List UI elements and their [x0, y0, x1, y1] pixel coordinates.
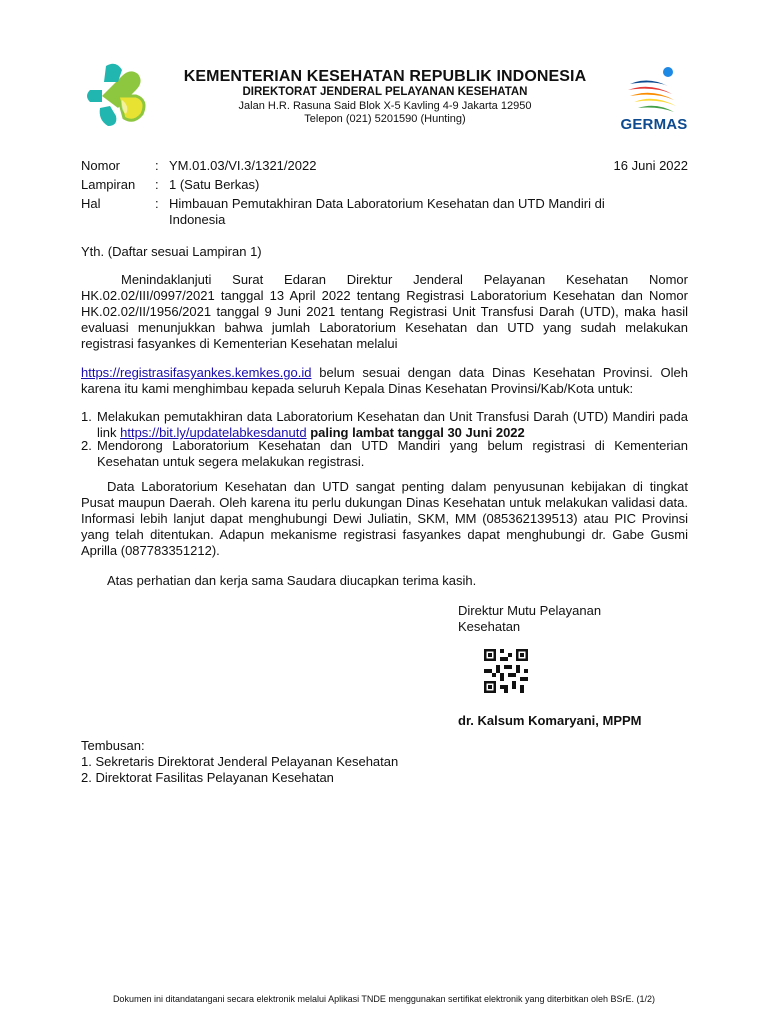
list-item-1-text: Melakukan pemutakhiran data Laboratorium Kesehatan dan Unit Transfusi Darah (UTD) Mandiri pada link	[97, 409, 688, 440]
nomor-value: YM.01.03/VI.3/1321/2022	[169, 158, 317, 173]
closing-text: Atas perhatian dan kerja sama Saudara diucapkan terima kasih.	[107, 573, 477, 588]
tembusan-item: 1. Sekretaris Direktorat Jenderal Pelayanan Kesehatan	[81, 754, 399, 769]
ministry-title: KEMENTERIAN KESEHATAN REPUBLIK INDONESIA	[183, 68, 587, 85]
nomor-label: Nomor	[81, 158, 121, 173]
registrasi-link[interactable]: https://registrasifasyankes.kemkes.go.id	[81, 365, 312, 380]
list-item	[81, 409, 688, 441]
signer-title-2: Kesehatan	[458, 619, 521, 634]
paragraph-3: Data Laboratorium Kesehatan dan UTD sangat penting dalam penyusunan kebijakan di tingkat Pusat maupun Daerah. Oleh karena itu perlu dukungan Dinas Kesehatan untuk melakukan validasi data. Informasi lebih lanjut dapat menghubungi Dewi Juliatin, SKM, MM (085362139513) atau PIC Provinsi yang telah ditentukan. Adapun mekanisme registrasi fasyankes dapat menghubungi dr. Gabe Gusmi Aprilla (087783351212).	[81, 479, 688, 558]
qr-code-icon	[484, 649, 528, 693]
salutation: Yth. (Daftar sesuai Lampiran 1)	[81, 244, 262, 259]
paragraph-1: Menindaklanjuti Surat Edaran Direktur Jenderal Pelayanan Kesehatan Nomor HK.02.02/III/0997/2021 tanggal 13 April 2022 tentang Registrasi Laboratorium Kesehatan dan Nomor HK.02.02/II/1956/2021 tanggal 9 Juni 2021 tentang Registrasi Unit Transfusi Darah (UTD), maka hasil evaluasi menunjukkan bahwa jumlah Laboratorium Kesehatan dan UTD yang sudah melakukan registrasi fasyankes di Kementerian Kesehatan melalui	[81, 272, 688, 351]
hal-colon: :	[155, 196, 159, 211]
letter-date: 16 Juni 2022	[613, 158, 688, 173]
list-number: 2.	[81, 438, 92, 453]
hal-value: Himbauan Pemutakhiran Data Laboratorium Kesehatan dan UTD Mandiri di Indonesia	[169, 196, 605, 227]
lampiran-colon: :	[155, 177, 159, 192]
list-item	[81, 438, 688, 470]
lampiran-label: Lampiran	[81, 177, 136, 192]
signer-title-1: Direktur Mutu Pelayanan	[458, 603, 602, 618]
update-link[interactable]: https://bit.ly/updatelabkesdanutd	[120, 425, 307, 440]
signer-name: dr. Kalsum Komaryani, MPPM	[458, 713, 642, 728]
germas-label: GERMAS	[620, 116, 688, 133]
deadline-text: paling lambat tanggal 30 Juni 2022	[306, 425, 525, 440]
lampiran-value: 1 (Satu Berkas)	[169, 177, 260, 192]
paragraph-2	[81, 365, 688, 397]
directorate-title: DIREKTORAT JENDERAL PELAYANAN KESEHATAN	[242, 86, 528, 98]
list-item-2-text: Mendorong Laboratorium Kesehatan dan UTD Mandiri yang belum registrasi di Kementerian Kesehatan untuk segera melakukan registrasi.	[97, 438, 688, 469]
nomor-colon: :	[155, 158, 159, 173]
paragraph-2-text: belum sesuai dengan data Dinas Kesehatan Provinsi. Oleh karena itu kami menghimbau kepada seluruh Kepala Dinas Kesehatan Provinsi/Kab/Kota untuk:	[81, 365, 688, 396]
address-line: Jalan H.R. Rasuna Said Blok X-5 Kavling 4-9 Jakarta 12950	[238, 100, 532, 112]
kemenkes-logo-icon	[82, 60, 154, 132]
tembusan-item: 2. Direktorat Fasilitas Pelayanan Kesehatan	[81, 770, 334, 785]
hal-label: Hal	[81, 196, 101, 211]
tembusan-label: Tembusan:	[81, 738, 145, 753]
phone-line: Telepon (021) 5201590 (Hunting)	[304, 113, 466, 125]
footer-note: Dokumen ini ditandatangani secara elektronik melalui Aplikasi TNDE menggunakan sertifikat elektronik yang diterbitkan oleh BSrE. (1/2)	[112, 994, 656, 1004]
list-number: 1.	[81, 409, 92, 424]
